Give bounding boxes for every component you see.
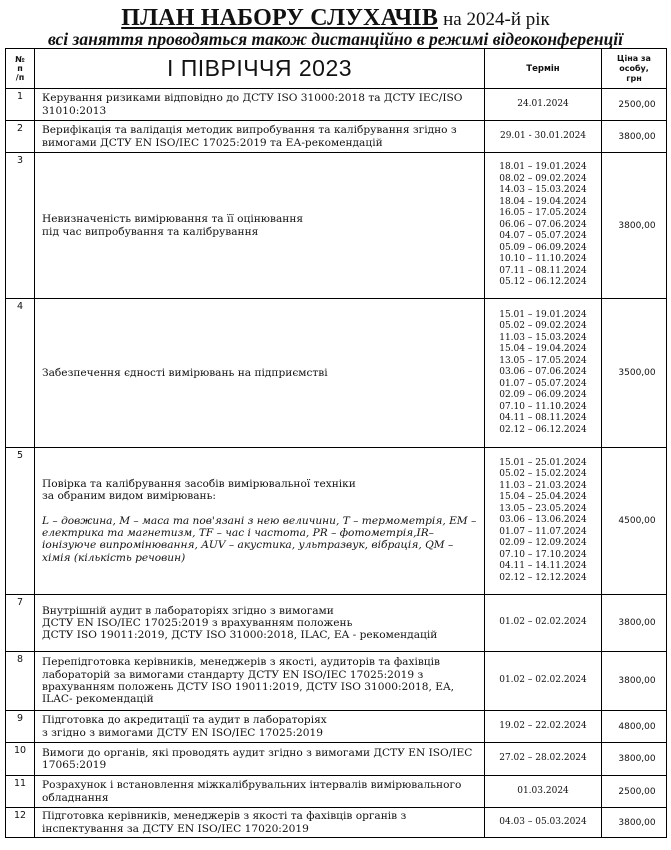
course-cell xyxy=(35,89,485,121)
course-name: Підготовка керівників, менеджерів з якості та фахівців органів з інспектування за ДСТУ EN ISO/IEC 17020:2019 xyxy=(42,810,407,835)
table-row xyxy=(6,89,667,121)
table-header-row xyxy=(6,49,667,89)
course-cell xyxy=(35,652,485,711)
col-num-header xyxy=(6,49,35,89)
date-range: 07.11 – 08.11.2024 xyxy=(499,265,587,276)
date-range: 01.02 – 02.02.2024 xyxy=(499,675,587,686)
title-year: на 2024-й рік xyxy=(443,9,550,30)
term-cell xyxy=(485,153,602,299)
date-range: 04.07 – 05.07.2024 xyxy=(499,231,587,242)
table-row xyxy=(6,652,667,711)
date-range: 10.10 – 11.10.2024 xyxy=(499,254,587,265)
term-cell xyxy=(485,808,602,838)
row-number: 8 xyxy=(6,652,35,711)
date-range: 02.12 – 12.12.2024 xyxy=(499,572,587,583)
date-range: 04.11 – 14.11.2024 xyxy=(499,561,587,572)
row-number: 10 xyxy=(6,743,35,776)
table-row xyxy=(6,299,667,448)
term-cell xyxy=(485,776,602,808)
document-title xyxy=(0,5,671,32)
col-price-label: Ціна за особу, грн xyxy=(617,53,651,83)
row-number: 11 xyxy=(6,776,35,808)
course-name: Забезпечення єдності вимірювань на підприємстві xyxy=(42,366,328,379)
date-range: 02.09 – 06.09.2024 xyxy=(499,390,587,401)
price-cell: 2500,00 xyxy=(602,776,667,808)
price-cell: 3800,00 xyxy=(602,652,667,711)
course-name: Керування ризиками відповідно до ДСТУ ISO 31000:2018 та ДСТУ IEC/ISO 31010:2013 xyxy=(42,92,463,117)
date-range: 01.03.2024 xyxy=(517,785,569,796)
row-number: 4 xyxy=(6,299,35,448)
course-name: Вимоги до органів, які проводять аудит згідно з вимогами ДСТУ EN ISO/IEC 17065:2019 xyxy=(42,746,473,771)
course-name: Невизначеність вимірювання та її оцінювання під час випробування та калібрування xyxy=(42,213,304,238)
course-name: Верифікація та валідація методик випробування та калібрування згідно з вимогами ДСТУ EN ISO/IEC 17025:2019 та ЕА-рекомендацій xyxy=(42,124,457,149)
date-range: 11.03 – 15.03.2024 xyxy=(499,332,587,343)
price-cell: 2500,00 xyxy=(602,89,667,121)
date-range: 11.03 – 21.03.2024 xyxy=(499,480,587,491)
date-range: 14.03 – 15.03.2024 xyxy=(499,185,587,196)
date-range: 05.02 – 09.02.2024 xyxy=(499,321,587,332)
price-cell: 3800,00 xyxy=(602,595,667,652)
course-cell xyxy=(35,776,485,808)
col-price-header xyxy=(602,49,667,89)
term-cell xyxy=(485,448,602,595)
course-cell xyxy=(35,711,485,743)
row-number: 1 xyxy=(6,89,35,121)
price-cell: 3800,00 xyxy=(602,808,667,838)
date-range: 02.12 – 06.12.2024 xyxy=(499,424,587,435)
date-range: 01.07 – 11.07.2024 xyxy=(499,526,587,537)
course-name: Внутрішній аудит в лабораторіях згідно з вимогами ДСТУ EN ISO/IEC 17025:2019 з врахуванням положень ДСТУ ISO 19011:2019, ДСТУ ISO 31000:2018, ILAC, EA - рекомендацій xyxy=(42,604,438,642)
course-cell xyxy=(35,448,485,595)
term-cell xyxy=(485,121,602,153)
date-range: 18.01 – 19.01.2024 xyxy=(499,162,587,173)
date-range: 04.03 – 05.03.2024 xyxy=(499,816,587,827)
term-cell xyxy=(485,743,602,776)
price-cell: 4800,00 xyxy=(602,711,667,743)
date-range: 05.12 – 06.12.2024 xyxy=(499,277,587,288)
date-range: 07.10 – 11.10.2024 xyxy=(499,401,587,412)
course-name: Розрахунок і встановлення міжкалібрувальних інтервалів вимірювального обладнання xyxy=(42,779,462,804)
date-range: 01.07 – 05.07.2024 xyxy=(499,378,587,389)
date-range: 18.04 – 19.04.2024 xyxy=(499,196,587,207)
date-range: 15.04 – 19.04.2024 xyxy=(499,344,587,355)
course-plan-table xyxy=(5,48,667,838)
row-number: 9 xyxy=(6,711,35,743)
date-range: 03.06 – 07.06.2024 xyxy=(499,367,587,378)
row-number: 5 xyxy=(6,448,35,595)
course-cell xyxy=(35,153,485,299)
date-range: 24.01.2024 xyxy=(517,98,569,109)
date-range: 16.05 – 17.05.2024 xyxy=(499,208,587,219)
course-name: Перепідготовка керівників, менеджерів з якості, аудиторів та фахівців лабораторій за вимогами стандарту ДСТУ EN ISO/IEC 17025:2019 з врахуванням положень ДСТУ ISO 19011:2019, ДСТУ ISO 31000:2018, EA, ILAC- рекомендацій xyxy=(42,656,455,706)
date-range: 03.06 – 13.06.2024 xyxy=(499,515,587,526)
course-name: Повірка та калібрування засобів вимірювальної техніки за обраним видом вимірювань: xyxy=(42,478,356,503)
course-cell xyxy=(35,808,485,838)
date-range: 29.01 - 30.01.2024 xyxy=(499,130,587,141)
date-range: 07.10 – 17.10.2024 xyxy=(499,549,587,560)
date-range: 06.06 – 07.06.2024 xyxy=(499,219,587,230)
table-row xyxy=(6,153,667,299)
date-range: 15.04 – 25.04.2024 xyxy=(499,492,587,503)
row-number: 12 xyxy=(6,808,35,838)
price-cell: 4500,00 xyxy=(602,448,667,595)
price-cell: 3500,00 xyxy=(602,299,667,448)
title-main: ПЛАН НАБОРУ СЛУХАЧІВ xyxy=(121,5,439,31)
date-range: 19.02 – 22.02.2024 xyxy=(499,720,587,731)
date-range: 15.01 – 19.01.2024 xyxy=(499,309,587,320)
price-cell: 3800,00 xyxy=(602,153,667,299)
course-cell xyxy=(35,743,485,776)
table-row xyxy=(6,743,667,776)
price-cell: 3800,00 xyxy=(602,121,667,153)
course-cell xyxy=(35,595,485,652)
row-number: 3 xyxy=(6,153,35,299)
term-cell xyxy=(485,595,602,652)
term-cell xyxy=(485,711,602,743)
date-range: 13.05 – 17.05.2024 xyxy=(499,355,587,366)
date-range: 15.01 – 25.01.2024 xyxy=(499,457,587,468)
date-range: 08.02 – 09.02.2024 xyxy=(499,173,587,184)
date-range: 05.02 – 15.02.2024 xyxy=(499,469,587,480)
term-cell xyxy=(485,89,602,121)
date-range: 02.09 – 12.09.2024 xyxy=(499,538,587,549)
price-cell: 3800,00 xyxy=(602,743,667,776)
term-cell xyxy=(485,652,602,711)
row-number: 2 xyxy=(6,121,35,153)
table-row xyxy=(6,595,667,652)
course-name: Підготовка до акредитації та аудит в лабораторіях з згідно з вимогами ДСТУ EN ISO/IEC 17025:2019 xyxy=(42,714,327,739)
col-term-header: Термін xyxy=(485,49,602,89)
table-row xyxy=(6,808,667,838)
period-title: І ПІВРІЧЧЯ 2023 xyxy=(35,49,485,89)
col-num-label: № п /п xyxy=(15,55,25,82)
table-row xyxy=(6,448,667,595)
course-cell xyxy=(35,121,485,153)
date-range: 01.02 – 02.02.2024 xyxy=(499,617,587,628)
table-row xyxy=(6,121,667,153)
row-number: 7 xyxy=(6,595,35,652)
date-range: 05.09 – 06.09.2024 xyxy=(499,242,587,253)
term-cell xyxy=(485,299,602,448)
date-range: 27.02 – 28.02.2024 xyxy=(499,753,587,764)
document-subtitle: всі заняття проводяться також дистанційно в режимі відеоконференції xyxy=(47,29,624,49)
table-row xyxy=(6,776,667,808)
table-row xyxy=(6,711,667,743)
measurement-codes: L – довжина, M – маса та пов'язані з нею величини, T – термометрія, EM – електрика та магнетизм, TF – час і частота, PR – фотометрія,IR– іонізуюче випромінювання, AUV – акустика, ультразвук, вібрація, QM – хімія (кількість речовин) xyxy=(42,514,477,564)
date-range: 04.11 – 08.11.2024 xyxy=(499,413,587,424)
date-range: 13.05 – 23.05.2024 xyxy=(499,503,587,514)
course-cell xyxy=(35,299,485,448)
